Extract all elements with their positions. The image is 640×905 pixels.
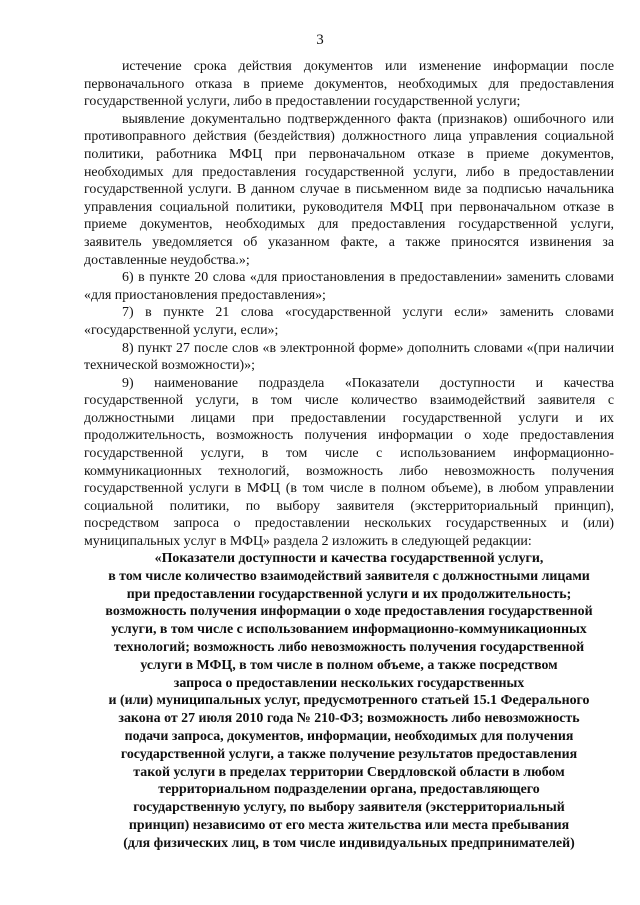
- document-body: [84, 58, 614, 551]
- paragraph-4: 7) в пункте 21 слова «государственной услуги если» заменить словами «государственной услуги, если»;: [84, 305, 614, 338]
- heading-line: территориальном подразделении органа, предоставляющего: [158, 782, 540, 798]
- subsection-heading: [84, 550, 614, 853]
- heading-line: услуги, в том числе с использованием информационно-коммуникационных: [111, 622, 587, 638]
- heading-line: и (или) муниципальных услуг, предусмотренного статьей 15.1 Федерального: [108, 693, 590, 709]
- paragraph-2: выявление документально подтвержденного факта (признаков) ошибочного или противоправного действия (бездействия) должностного лица управления социальной политики, работника МФЦ при первоначальном отказе в приеме документов, необходимых для предоставления государственной услуги, либо в предоставлении государственной услуги. В данном случае в письменном виде за подписью начальника управления социальной политики, руководителя МФЦ при первоначальном отказе в приеме документов, необходимых для предоставления государственной услуги, заявитель уведомляется об указанном факте, а также приносятся извинения за доставленные неудобства.»;: [84, 111, 614, 268]
- paragraph-1: истечение срока действия документов или изменение информации после первоначального отказа в приеме документов, необходимых для предоставления государственной услуги, либо в предоставлении государственной услуги;: [84, 59, 614, 110]
- heading-line: «Показатели доступности и качества государственной услуги,: [154, 551, 544, 566]
- heading-line: услуги в МФЦ, в том числе в полном объеме, а также посредством: [140, 657, 558, 673]
- heading-line: такой услуги в пределах территории Свердловской области в любом: [133, 764, 565, 780]
- heading-line: запроса о предоставлении нескольких государственных: [173, 675, 525, 691]
- page-number: 3: [316, 32, 324, 48]
- heading-line: подачи запроса, документов, информации, необходимых для получения: [124, 728, 574, 744]
- heading-line: государственную услугу, по выбору заявителя (экстерриториальный: [133, 800, 565, 816]
- paragraph-5: 8) пункт 27 после слов «в электронной форме» дополнить словами «(при наличии технической возможности)»;: [84, 340, 614, 374]
- heading-line: принцип) независимо от его места жительства или места пребывания: [128, 817, 570, 833]
- heading-line: при предоставлении государственной услуги и их продолжительность;: [126, 586, 572, 602]
- heading-line: возможность получения информации о ходе предоставления государственной: [105, 604, 593, 620]
- heading-line: в том числе количество взаимодействий заявителя с должностными лицами: [108, 568, 590, 584]
- paragraph-3: 6) в пункте 20 слова «для приостановления в предоставлении» заменить словами «для приостановления предоставления»;: [84, 270, 614, 303]
- paragraph-6: 9) наименование подраздела «Показатели доступности и качества государственной услуги, в том числе количество взаимодействий заявителя с должностными лицами при предоставлении государственной услуги и их продолжительность, возможность получения информации о ходе предоставления государственной услуги, в том числе с использованием информационно-коммуникационных технологий, возможность либо невозможность получения государственной услуги в МФЦ (в том числе в полном объеме), в любом управлении социальной политики, по выбору заявителя (экстерриториальный принцип), посредством запроса о предоставлении нескольких государственных и (или) муниципальных услуг в МФЦ» раздела 2 изложить в следующей редакции:: [84, 375, 614, 550]
- heading-line: (для физических лиц, в том числе индивидуальных предпринимателей): [123, 835, 575, 851]
- heading-line: закона от 27 июля 2010 года № 210-ФЗ; возможность либо невозможность: [118, 711, 580, 727]
- heading-line: технологий; возможность либо невозможность получения государственной: [113, 639, 585, 655]
- heading-line: государственной услуги, а также получение результатов предоставления: [120, 746, 578, 762]
